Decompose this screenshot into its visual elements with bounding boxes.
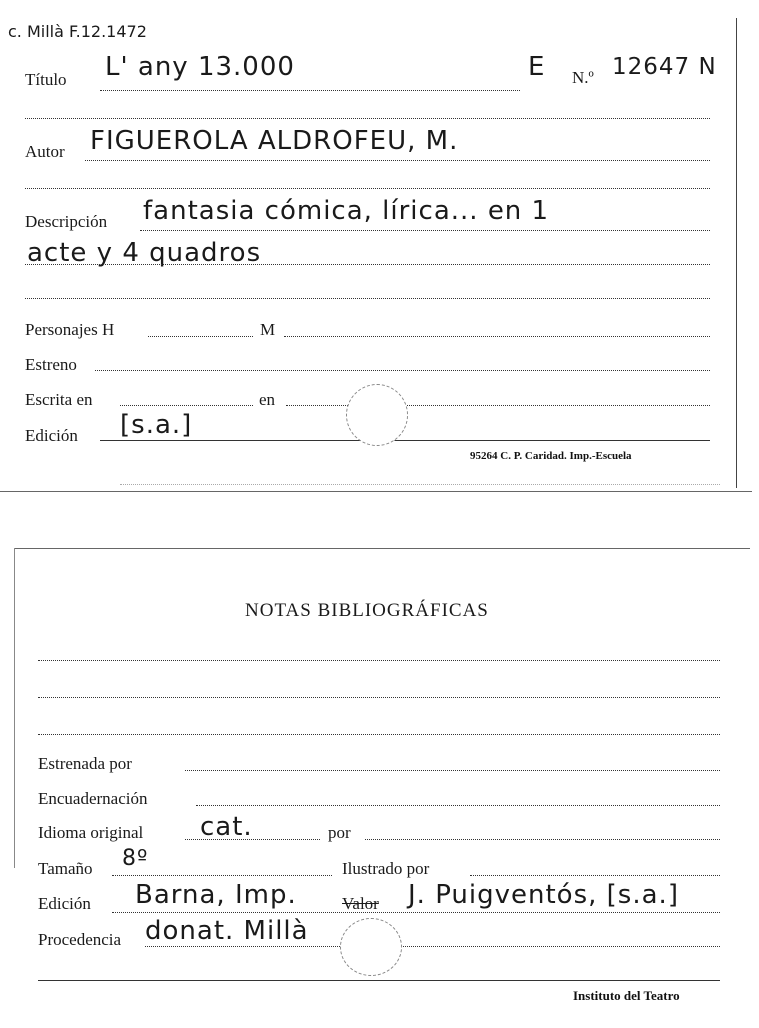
top-handwritten-note: c. Millà F.12.1472 (8, 22, 147, 41)
ilustrado-line (470, 875, 720, 876)
estrenada-line (185, 770, 720, 771)
descripcion-value-2: acte y 4 quadros (27, 238, 262, 268)
descripcion-line-2 (25, 264, 710, 265)
encuadernacion-label: Encuadernación (38, 789, 148, 808)
edicion2-label: Edición (38, 894, 91, 913)
estreno-line (95, 370, 710, 371)
descripcion-line-3 (25, 298, 710, 299)
numero-label: N.º (572, 68, 594, 87)
estrenada-label: Estrenada por (38, 754, 132, 773)
card-bottom-edge (0, 491, 752, 492)
card1-bottom-dots (120, 484, 720, 485)
autor-line-2 (25, 188, 710, 189)
titulo-value: L' any 13.000 (105, 52, 295, 82)
notas-line-3 (38, 734, 720, 735)
edicion-line (100, 440, 710, 441)
notas-line-2 (38, 697, 720, 698)
encuadernacion-line (196, 805, 720, 806)
titulo-label: Título (25, 70, 67, 89)
personajes-h-line (148, 336, 253, 337)
autor-line (85, 160, 710, 161)
punch-hole (346, 384, 408, 446)
card2-top-edge (14, 548, 750, 549)
titulo-letter: E (528, 52, 546, 82)
notas-heading: NOTAS BIBLIOGRÁFICAS (245, 600, 489, 621)
procedencia-value: donat. Millà (145, 916, 309, 946)
punch-hole-2 (340, 918, 402, 976)
institution-footer: Instituto del Teatro (573, 988, 680, 1003)
escrita-line (120, 405, 253, 406)
idioma-label: Idioma original (38, 823, 144, 842)
notas-line-1 (38, 660, 720, 661)
titulo-line (100, 90, 520, 91)
idioma-por-line (365, 839, 720, 840)
procedencia-line (145, 946, 720, 947)
autor-value: FIGUEROLA ALDROFEU, M. (90, 126, 459, 156)
escrita-label: Escrita en (25, 390, 93, 409)
card-right-edge (736, 18, 737, 488)
descripcion-value-1: fantasia cómica, lírica... en 1 (143, 196, 550, 226)
descripcion-label: Descripción (25, 212, 108, 231)
tamano-label: Tamaño (38, 859, 93, 878)
edicion-label: Edición (25, 426, 78, 445)
escrita-en-label: en (259, 390, 276, 409)
personajes-label: Personajes H (25, 320, 115, 339)
edicion-value: [s.a.] (120, 410, 193, 440)
procedencia-label: Procedencia (38, 930, 122, 949)
valor-value: J. Puigventós, [s.a.] (408, 880, 679, 910)
idioma-por-label: por (328, 823, 351, 842)
edicion2-value: Barna, Imp. (135, 880, 297, 910)
personajes-m-label: M (260, 320, 276, 339)
numero-value: 12647 N (612, 54, 717, 80)
descripcion-line-1 (140, 230, 710, 231)
valor-label: Valor (342, 894, 379, 913)
card2-bottom-line (38, 980, 720, 981)
tamano-line (112, 875, 332, 876)
idioma-line (185, 839, 320, 840)
printer-imprint: 95264 C. P. Caridad. Imp.-Escuela (470, 450, 632, 462)
estreno-label: Estreno (25, 355, 77, 374)
ilustrado-label: Ilustrado por (342, 859, 430, 878)
autor-label: Autor (25, 142, 65, 161)
card2-left-edge (14, 548, 15, 868)
edicion2-line (112, 912, 720, 913)
titulo-line-2 (25, 118, 710, 119)
personajes-m-line (284, 336, 710, 337)
idioma-value: cat. (200, 812, 253, 842)
tamano-value: 8º (122, 846, 149, 871)
